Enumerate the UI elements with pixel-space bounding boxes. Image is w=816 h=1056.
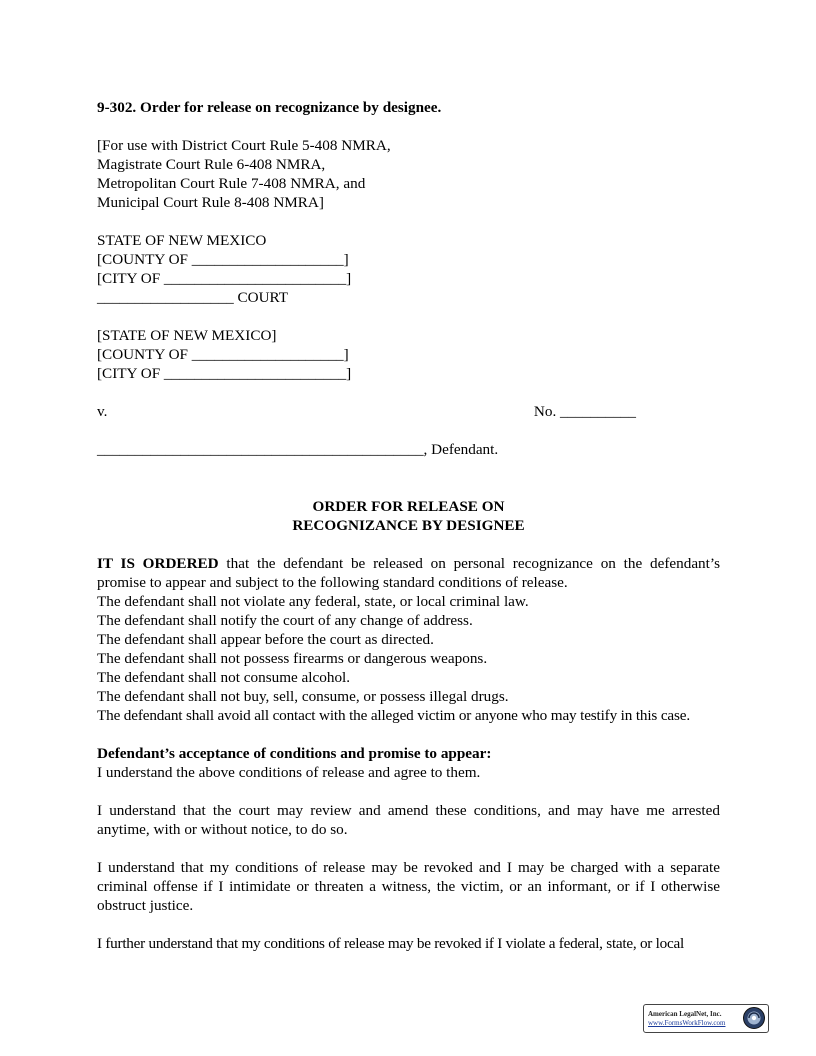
rule-heading: 9-302. Order for release on recognizance by designee.: [97, 99, 442, 116]
acceptance-paragraph: I understand that the court may review and amend these conditions, and may have me arrested anytime, with or without notice, to do so.: [97, 802, 720, 838]
court-name-field: __________________ COURT: [97, 289, 289, 306]
usage-note: [97, 136, 720, 212]
condition-item: The defendant shall avoid all contact with the alleged victim or anyone who may testify in this case.: [97, 707, 691, 724]
acceptance-paragraph: I understand the above conditions of release and agree to them.: [97, 764, 481, 781]
defendant-name-field: ___________________________________________, Defendant.: [97, 441, 499, 458]
condition-item: The defendant shall not consume alcohol.: [97, 669, 351, 686]
court-caption: [97, 231, 720, 307]
county-field: [COUNTY OF ____________________]: [97, 251, 349, 268]
versus-row: [97, 402, 720, 421]
versus-label: v.: [97, 403, 108, 420]
case-number-field: No. __________: [533, 403, 636, 420]
order-title-line: RECOGNIZANCE BY DESIGNEE: [292, 517, 525, 534]
conditions-list: [97, 592, 720, 725]
condition-item: The defendant shall notify the court of any change of address.: [97, 612, 473, 629]
publisher-link[interactable]: www.FormsWorkFlow.com: [648, 1019, 726, 1027]
party-caption-line: [STATE OF NEW MEXICO]: [97, 327, 277, 344]
condition-item: The defendant shall not violate any federal, state, or local criminal law.: [97, 593, 529, 610]
party-city-field: [CITY OF ________________________]: [97, 365, 352, 382]
usage-line: [For use with District Court Rule 5-408 NMRA,: [97, 137, 391, 154]
condition-item: The defendant shall not buy, sell, consume, or possess illegal drugs.: [97, 688, 509, 705]
court-caption-line: STATE OF NEW MEXICO: [97, 232, 267, 249]
usage-line: Magistrate Court Rule 6-408 NMRA,: [97, 156, 326, 173]
city-field: [CITY OF ________________________]: [97, 270, 352, 287]
acceptance-paragraph: I further understand that my conditions of release may be revoked if I violate a federal, state, or local: [97, 935, 684, 952]
condition-item: The defendant shall not possess firearms or dangerous weapons.: [97, 650, 488, 667]
order-text: that the defendant be released on personal recognizance on the defendant’s promise to appear and subject to the following standard conditions of release.: [97, 555, 720, 591]
party-county-field: [COUNTY OF ____________________]: [97, 346, 349, 363]
usage-line: Municipal Court Rule 8-408 NMRA]: [97, 194, 324, 211]
order-paragraph: [97, 554, 720, 592]
order-lead: IT IS ORDERED: [97, 555, 219, 572]
order-title-line: ORDER FOR RELEASE ON: [312, 498, 505, 515]
acceptance-heading: Defendant’s acceptance of conditions and promise to appear:: [97, 745, 492, 762]
party-caption: [97, 326, 720, 383]
order-title: [97, 497, 720, 535]
condition-item: The defendant shall appear before the court as directed.: [97, 631, 434, 648]
usage-line: Metropolitan Court Rule 7-408 NMRA, and: [97, 175, 366, 192]
acceptance-paragraph: I understand that my conditions of release may be revoked and I may be charged with a separate criminal offense if I intimidate or threaten a witness, the victim, or an informant, or if I otherwise obstruct justice.: [97, 859, 720, 914]
publisher-badge[interactable]: [643, 1004, 769, 1033]
globe-icon: [742, 1006, 766, 1030]
document-page: [97, 98, 720, 953]
publisher-name: American LegalNet, Inc.: [648, 1010, 722, 1018]
